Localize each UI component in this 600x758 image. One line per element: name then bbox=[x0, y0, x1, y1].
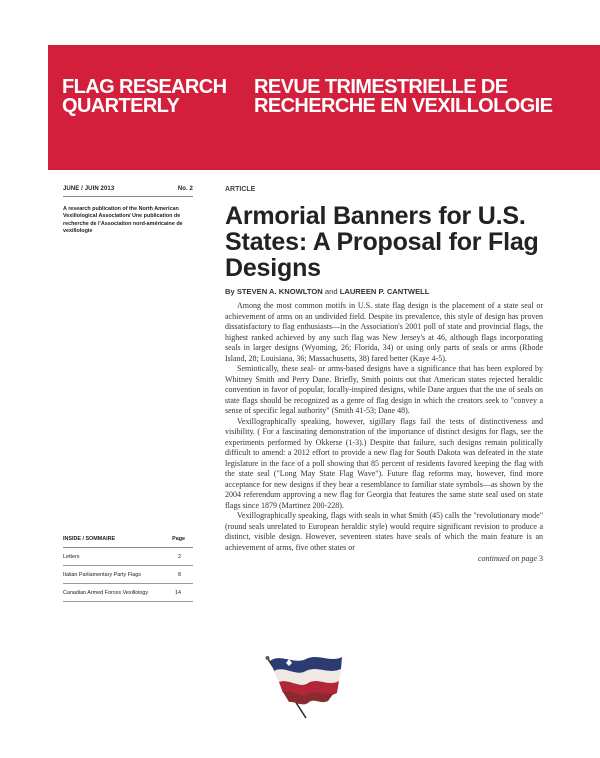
toc-item-page: 14 bbox=[175, 590, 181, 596]
author-name: LAUREEN P. CANTWELL bbox=[339, 287, 430, 296]
byline-conjunction: and bbox=[324, 287, 338, 296]
toc-header bbox=[63, 536, 193, 548]
toc-item[interactable] bbox=[63, 584, 193, 602]
continued-text: continued on page bbox=[477, 554, 537, 563]
toc-item-title: Letters bbox=[63, 554, 80, 560]
article-title: Armorial Banners for U.S. States: A Proposal for Flag Designs bbox=[225, 202, 539, 282]
toc-item-title: Italian Parliamentary Party Flags bbox=[63, 572, 141, 578]
paragraph: Vexillographically speaking, flags with seals in what Smith (45) calls the "revolutionary mode" (round seals unrelated to European heraldic style) would require significant revision to produce a distinct, visible design. However, seventeen states have seals of which the main feature is an achievement of arms, five other states or bbox=[225, 511, 543, 552]
masthead-title-english: FLAG RESEARCH QUARTERLY bbox=[62, 76, 227, 117]
toc-item-page: 2 bbox=[178, 554, 181, 560]
byline bbox=[225, 287, 543, 296]
continued-note[interactable] bbox=[225, 554, 543, 563]
toc-page-heading: Page bbox=[172, 536, 185, 542]
continued-page: 3 bbox=[539, 554, 543, 563]
paragraph: Semiotically, these seal- or arms-based designs have a significance that has been explored by Whitney Smith and Perry Dane. Briefly, Smith points out that American states rejected heraldic convention in favor of popular, locally-inspired designs, while Dane argues that the use of seals on state flags should be recognized as a genre of flag design in which the creators seek to "convey a sense of specific legal authority" (Smith 41-53; Dane 48). bbox=[225, 364, 543, 415]
toc-item-page: 8 bbox=[178, 572, 181, 578]
article bbox=[225, 186, 543, 563]
waving-flag-icon bbox=[262, 645, 347, 720]
issue-info bbox=[63, 186, 193, 197]
issue-date: JUNE / JUIN 2013 bbox=[63, 186, 115, 192]
byline-prefix: By bbox=[225, 287, 235, 296]
paragraph: Vexillographically speaking, however, sigillary flags fail the tests of distinctiveness and visibility. ( For a fascinating demonstration of the importance of distinct designs for flags, see the experiments performed by Okkerse (1-3).) Despite that failure, such designs remain politically difficult to amend: a 2012 effort to provide a new flag for South Dakota was defeated in the state legislature in the face of a poll showing that 85 percent of residents favored keeping the flag with the state seal ("Long May State Flag Wave"). Future flag reforms may, however, find more acceptance for new designs if they bear a resemblance to familiar state symbols—as shown by the 2004 referendum approving a new flag for Georgia that features the same state seal used on state flags since 1879 (Martinez 200-228). bbox=[225, 416, 543, 510]
toc-item[interactable] bbox=[63, 548, 193, 566]
issue-number: No. 2 bbox=[177, 186, 193, 192]
section-label: ARTICLE bbox=[225, 186, 256, 193]
publication-note: A research publication of the North American Vexillological Association/ Une publication de recherche de l'Association nord-américaine de vexillologie bbox=[63, 206, 183, 235]
article-body bbox=[225, 301, 543, 553]
author-name: STEVEN A. KNOWLTON bbox=[236, 287, 323, 296]
toc-heading: INSIDE / SOMMAIRE bbox=[63, 536, 116, 542]
table-of-contents bbox=[63, 536, 193, 602]
masthead-banner bbox=[48, 45, 600, 170]
toc-item-title: Canadian Armed Forces Vexillology bbox=[63, 590, 149, 596]
sidebar bbox=[63, 186, 193, 236]
paragraph: Among the most common motifs in U.S. state flag design is the placement of a state seal or achievement of arms on an undivided field. Despite its prevalence, this style of design has proven dissatisfactory to flag enthusiasts—in the Association's 2001 poll of state and provincial flags, the highest ranked achieved by any such flag was New Jersey's at 46, although flags incorporating seals in larger designs (Wyoming, 26; Florida, 34) or using only parts of seals or arms (Rhode Island, 28; Louisiana, 36; Massachusetts, 38) fared better (Kaye 4-5). bbox=[225, 301, 543, 363]
masthead-title-french: REVUE TRIMESTRIELLE DE RECHERCHE EN VEXILLOLOGIE bbox=[254, 76, 553, 117]
toc-item[interactable] bbox=[63, 566, 193, 584]
